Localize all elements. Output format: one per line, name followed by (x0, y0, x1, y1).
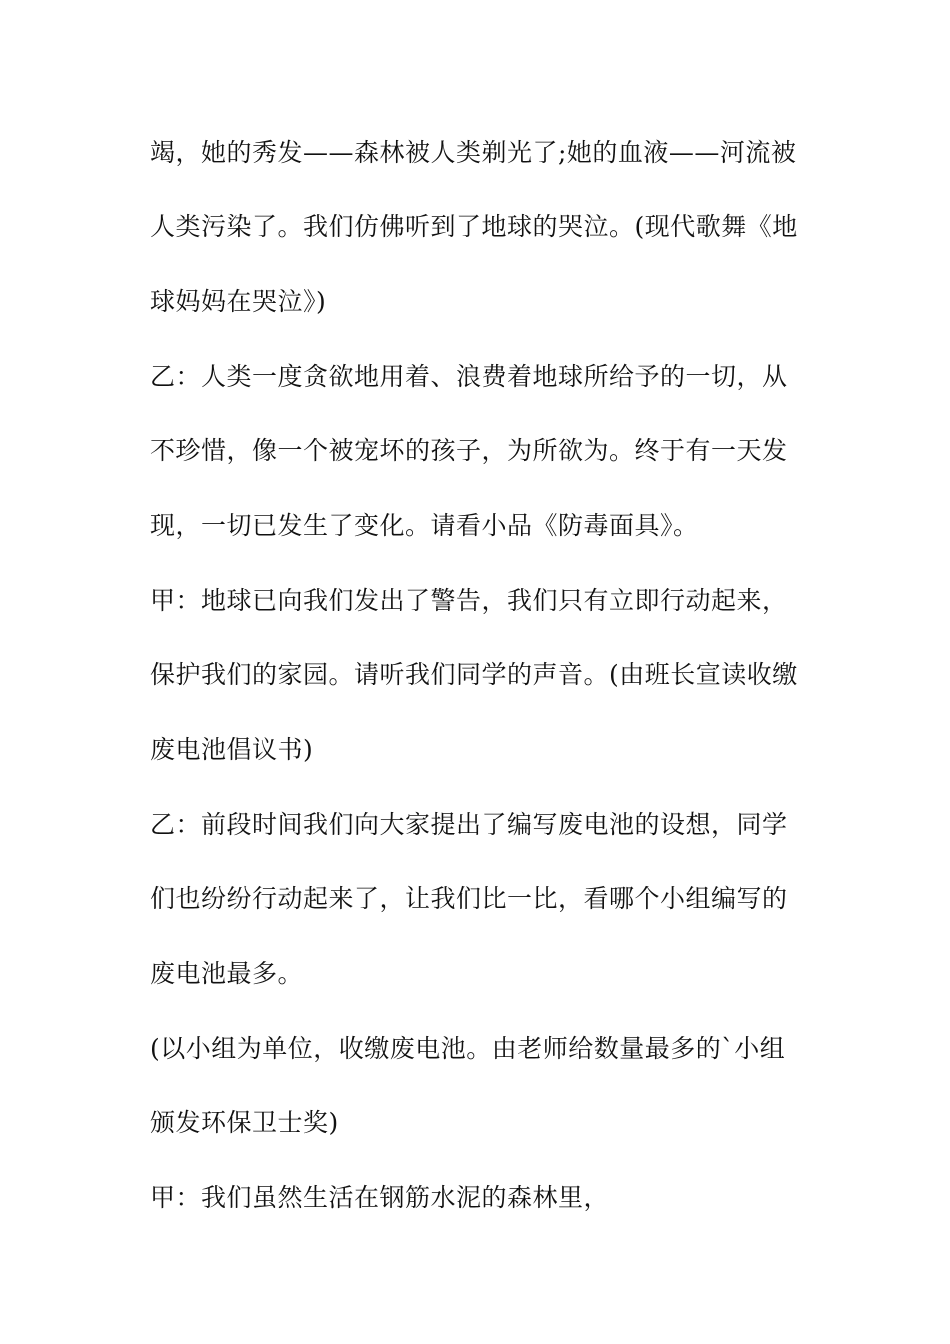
text-line: (以小组为单位，收缴废电池。由老师给数量最多的`小组 (150, 1034, 786, 1063)
text-line: 人类污染了。我们仿佛听到了地球的哭泣。(现代歌舞《地 (150, 212, 798, 241)
text-line: 废电池倡议书) (150, 735, 314, 764)
text-line: 废电池最多。 (150, 959, 304, 988)
text-line: 乙：人类一度贪欲地用着、浪费着地球所给予的一切，从 (150, 362, 788, 391)
text-line: 们也纷纷行动起来了，让我们比一比，看哪个小组编写的 (150, 884, 788, 913)
text-line: 乙：前段时间我们向大家提出了编写废电池的设想，同学 (150, 810, 788, 839)
text-line: 甲：我们虽然生活在钢筋水泥的森林里， (150, 1183, 610, 1212)
text-line: 现，一切已发生了变化。请看小品《防毒面具》。 (150, 511, 699, 540)
text-line: 保护我们的家园。请听我们同学的声音。(由班长宣读收缴 (150, 660, 798, 689)
text-line: 不珍惜，像一个被宠坏的孩子，为所欲为。终于有一天发 (150, 436, 788, 465)
text-line: 球妈妈在哭泣》) (150, 287, 327, 316)
text-line: 颁发环保卫士奖) (150, 1108, 339, 1137)
text-line: 甲：地球已向我们发出了警告，我们只有立即行动起来， (150, 586, 788, 615)
text-line: 竭，她的秀发——森林被人类剃光了;她的血液——河流被 (150, 138, 797, 167)
